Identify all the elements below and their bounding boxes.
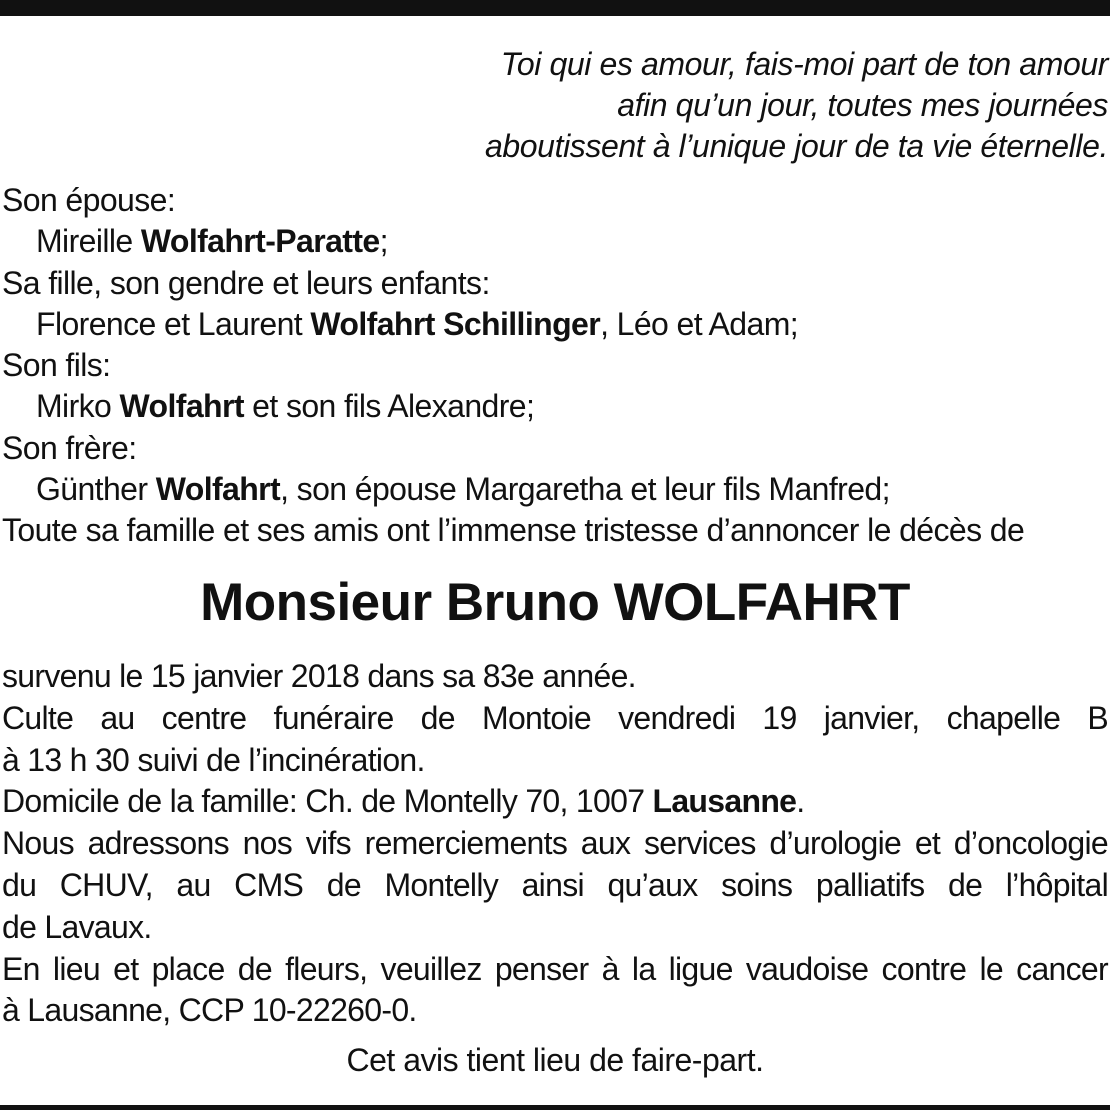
entry-rest: ; [379, 223, 388, 260]
thanks-line: Nous adressons nos vifs remerciements aux services d’urologie et d’oncologie [2, 825, 1108, 862]
flowers-line: En lieu et place de fleurs, veuillez penser à la ligue vaudoise contre le cancer [2, 950, 1108, 987]
son-entry [2, 386, 1024, 427]
surname: Wolfahrt-Paratte [140, 223, 380, 260]
top-border-rule [0, 0, 1110, 16]
surname: Wolfahrt [155, 471, 281, 508]
first-name: Mirko [36, 388, 120, 425]
thanks-line: de Lavaux. [2, 908, 152, 945]
first-name: Florence et Laurent [36, 305, 311, 342]
closing-note: Cet avis tient lieu de faire-part. [346, 1042, 764, 1078]
surname: Wolfahrt [119, 388, 244, 425]
domicile-info [2, 781, 1108, 823]
surname: Wolfahrt Schillinger [310, 305, 601, 342]
ceremony-line: à 13 h 30 suivi de l’incinération. [2, 741, 425, 778]
domicile-city: Lausanne [652, 783, 797, 820]
first-name: Günther [36, 471, 156, 508]
daughter-heading: Sa fille, son gendre et leurs enfants: [2, 264, 490, 301]
ceremony-line: Culte au centre funéraire de Montoie vendredi 19 janvier, chapelle B [2, 699, 1108, 736]
first-name: Mireille [36, 223, 141, 260]
quote-line: Toi qui es amour, fais-moi part de ton amour [500, 46, 1108, 82]
brother-entry [2, 469, 1024, 510]
death-info: survenu le 15 janvier 2018 dans sa 83e année. [2, 658, 636, 694]
deceased-name: Monsieur Bruno WOLFAHRT [200, 573, 910, 632]
domicile-suffix: . [796, 783, 805, 820]
domicile-address: Domicile de la famille: Ch. de Montelly 70, 1007 [2, 783, 653, 820]
entry-rest: , Léo et Adam; [600, 305, 799, 342]
spouse-heading: Son épouse: [2, 182, 176, 218]
quote-line: afin qu’un jour, toutes mes journées [617, 87, 1108, 123]
bottom-border-rule [0, 1105, 1110, 1110]
entry-rest: , son épouse Margaretha et leur fils Manfred; [280, 471, 890, 508]
notice-details [2, 656, 1108, 1032]
family-list [2, 180, 1024, 552]
thanks-line: du CHUV, au CMS de Montelly ainsi qu’aux soins palliatifs de l’hôpital [2, 866, 1108, 903]
daughter-entry [2, 304, 1024, 345]
flowers-line: à Lausanne, CCP 10-22260-0. [2, 992, 417, 1029]
epigraph-quote [485, 44, 1108, 167]
quote-line: aboutissent à l’unique jour de ta vie éternelle. [484, 128, 1108, 164]
son-heading: Son fils: [2, 347, 111, 384]
brother-heading: Son frère: [2, 429, 137, 466]
entry-rest: et son fils Alexandre; [243, 388, 535, 425]
announcement-text: Toute sa famille et ses amis ont l’immense tristesse d’annoncer le décès de [2, 512, 1025, 549]
spouse-entry [2, 221, 1024, 262]
